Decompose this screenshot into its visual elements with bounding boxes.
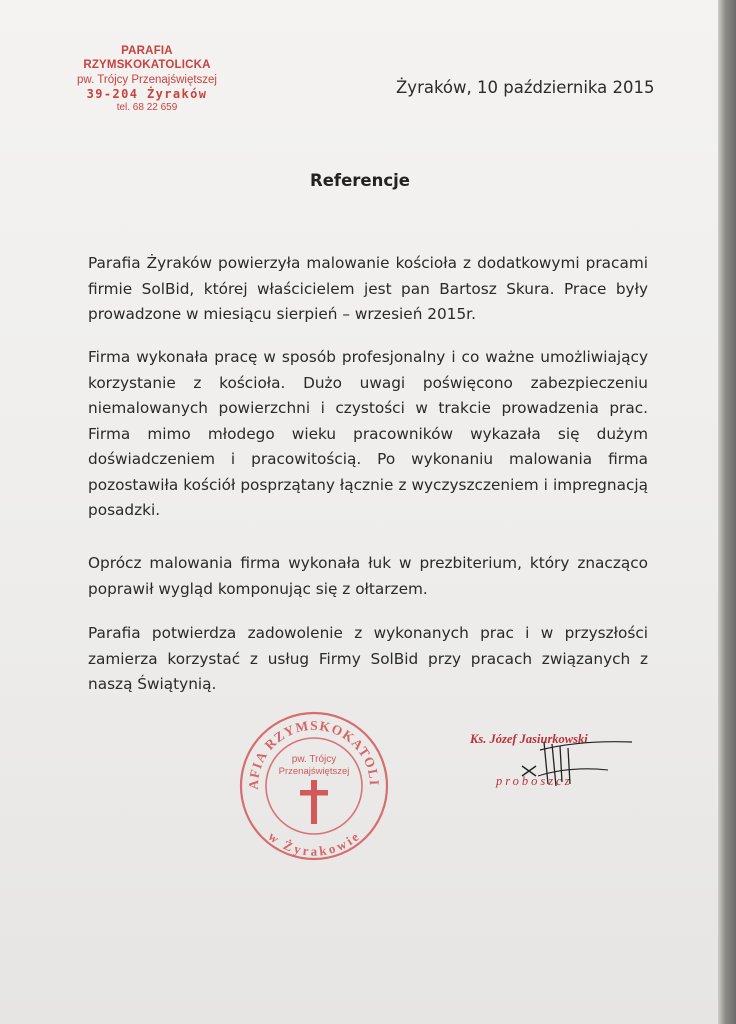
paragraph-3: Oprócz malowania firma wykonała łuk w prezbiterium, który znacząco poprawił wygląd komponując się z ołtarzem. <box>88 554 648 598</box>
handwritten-signature <box>510 736 640 792</box>
stamp-ring-top-text: AFIA RZYMSKOKATOLI <box>245 717 383 790</box>
stamp-ring-bottom-text: w Żyrakowie <box>265 828 363 859</box>
stamp-center-line1: pw. Trójcy <box>291 754 337 765</box>
paragraph-2: Firma wykonała pracę w sposób profesjonalny i co ważne umożliwiający korzystanie z kościoła. Dużo uwagi poświęcono zabezpieczeniu niemalowanych powierzchni i czystości w trakcie prowadzenia prac. Firma mimo młodego wieku pracowników wykazała się dużym doświadczeniem i pracowitością. Po wykonaniu malowania firma pozostawiła kościół posprzątany łącznie z wyczyszczeniem i impregnacją posadzki. <box>88 348 648 519</box>
stamp-dedication: pw. Trójcy Przenajświętszej <box>77 73 217 86</box>
svg-text:w Żyrakowie <box>266 828 363 858</box>
stamp-phone: tel. 68 22 659 <box>116 102 178 114</box>
signatory-name: Ks. Józef Jasiurkowski <box>470 732 588 746</box>
letter-date: Żyraków, 10 października 2015 <box>396 78 655 97</box>
stamp-center-line2: Przenajświętszej <box>278 766 350 777</box>
svg-text:PARAFIA RZYMSKOKATOLICKA <box>238 710 382 790</box>
paragraph-4: Parafia potwierdza zadowolenie z wykonanych prac i w przyszłości zamierza korzystać z usług Firmy SolBid przy pracach związanych z naszą Świątynią. <box>88 624 648 693</box>
parish-header-stamp <box>62 44 232 115</box>
cross-icon <box>300 780 328 824</box>
signature-block <box>470 732 640 802</box>
round-stamp-graphic <box>238 710 390 862</box>
round-parish-stamp <box>238 710 390 862</box>
stamp-address: 39-204 Żyraków <box>86 87 208 102</box>
signatory-role: proboszcz <box>496 774 573 788</box>
stamp-parish-name: PARAFIA RZYMSKOKATOLICKA <box>83 45 211 72</box>
letter-title: Referencje <box>310 171 410 190</box>
page-edge-shadow <box>718 0 736 1024</box>
paragraph-1: Parafia Żyraków powierzyła malowanie kościoła z dodatkowymi pracami firmie SolBid, której właścicielem jest pan Bartosz Skura. Prace były prowadzone w miesiącu sierpień – wrzesień 2015r. <box>88 254 648 323</box>
